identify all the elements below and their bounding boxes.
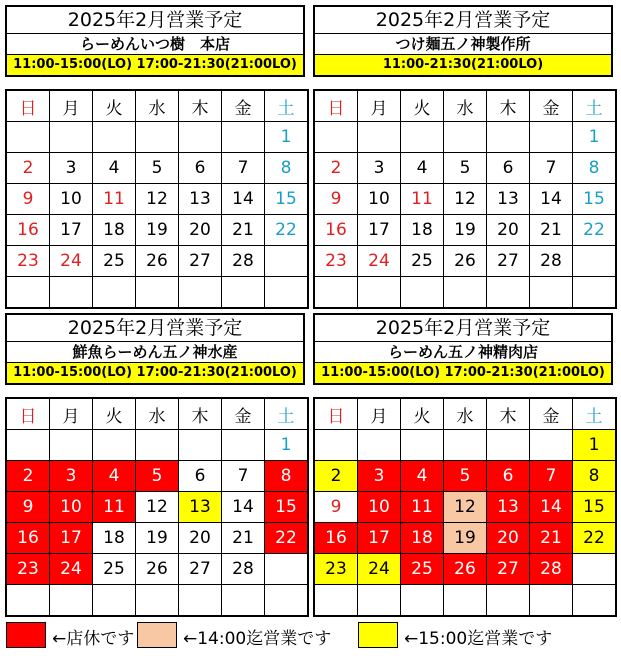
day-cell: 2 (314, 461, 358, 492)
day-cell: 21 (530, 215, 573, 246)
day-cell: 5 (444, 153, 487, 184)
business-hours: 11:00-21:30(21:00LO) (315, 55, 611, 75)
empty-cell (265, 246, 309, 277)
empty-cell (530, 122, 573, 153)
calendar-grid (5, 89, 309, 309)
empty-cell (358, 277, 401, 309)
business-hours: 11:00-15:00(LO) 17:00-21:30(21:00LO) (315, 363, 611, 383)
empty-cell (573, 277, 617, 309)
weekday-label: 日 (314, 398, 358, 430)
day-cell: 23 (6, 554, 50, 585)
day-cell: 17 (358, 523, 401, 554)
legend-label-until14: ←14:00迄営業です (183, 629, 332, 649)
empty-cell (573, 585, 617, 617)
weekday-label: 木 (179, 90, 222, 122)
legend-label-until15: ←15:00迄営業です (404, 629, 553, 649)
day-cell: 2 (314, 153, 358, 184)
week-row (314, 122, 616, 153)
empty-cell (93, 430, 136, 461)
day-cell: 22 (573, 215, 617, 246)
day-cell: 27 (179, 246, 222, 277)
weekday-label: 月 (50, 90, 93, 122)
day-cell: 25 (93, 246, 136, 277)
day-cell: 19 (444, 523, 487, 554)
day-cell: 23 (314, 554, 358, 585)
business-hours: 11:00-15:00(LO) 17:00-21:30(21:00LO) (7, 363, 303, 383)
day-cell: 28 (222, 554, 265, 585)
empty-cell (487, 585, 530, 617)
day-cell: 22 (573, 523, 617, 554)
day-cell: 16 (6, 215, 50, 246)
day-cell: 22 (265, 523, 309, 554)
day-cell: 13 (179, 184, 222, 215)
weekday-header-row (314, 398, 616, 430)
empty-cell (136, 585, 179, 617)
day-cell: 24 (50, 246, 93, 277)
weekday-label: 日 (6, 398, 50, 430)
empty-cell (222, 277, 265, 309)
day-cell: 7 (530, 153, 573, 184)
week-row (6, 554, 308, 585)
day-cell: 17 (358, 215, 401, 246)
calendar-panel-seinikuten (313, 313, 613, 579)
calendar-grid (313, 89, 617, 309)
day-cell: 13 (179, 492, 222, 523)
day-cell: 17 (50, 215, 93, 246)
empty-cell (487, 430, 530, 461)
day-cell: 1 (265, 430, 309, 461)
calendar-grid (5, 397, 309, 617)
weekday-label: 日 (6, 90, 50, 122)
empty-cell (265, 554, 309, 585)
empty-cell (179, 585, 222, 617)
empty-cell (6, 430, 50, 461)
day-cell: 20 (487, 523, 530, 554)
store-name: 鮮魚らーめん五ノ神水産 (7, 342, 303, 363)
empty-cell (93, 277, 136, 309)
day-cell: 24 (358, 554, 401, 585)
calendar-panel-itsuki-honten (5, 5, 305, 271)
day-cell: 5 (136, 461, 179, 492)
empty-cell (444, 122, 487, 153)
day-cell: 5 (444, 461, 487, 492)
empty-cell (358, 430, 401, 461)
day-cell: 26 (136, 246, 179, 277)
empty-cell (401, 277, 444, 309)
week-row (6, 492, 308, 523)
day-cell: 11 (93, 184, 136, 215)
panel-title: 2025年2月営業予定 (315, 315, 611, 342)
empty-cell (530, 430, 573, 461)
empty-cell (444, 585, 487, 617)
week-row (6, 523, 308, 554)
day-cell: 2 (6, 153, 50, 184)
week-row (314, 215, 616, 246)
week-row (314, 492, 616, 523)
day-cell: 15 (573, 492, 617, 523)
empty-cell (136, 277, 179, 309)
empty-cell (179, 277, 222, 309)
empty-cell (265, 277, 309, 309)
panel-header (5, 313, 305, 385)
empty-cell (50, 585, 93, 617)
empty-cell (222, 585, 265, 617)
weekday-label: 水 (444, 398, 487, 430)
week-row (6, 461, 308, 492)
day-cell: 19 (136, 215, 179, 246)
week-row (6, 585, 308, 617)
panel-title: 2025年2月営業予定 (315, 7, 611, 34)
empty-cell (50, 430, 93, 461)
calendar-grid (313, 397, 617, 617)
weekday-label: 水 (136, 90, 179, 122)
day-cell: 18 (401, 215, 444, 246)
day-cell: 13 (487, 492, 530, 523)
weekday-label: 土 (265, 398, 309, 430)
day-cell: 18 (401, 523, 444, 554)
day-cell: 13 (487, 184, 530, 215)
weekday-label: 土 (573, 90, 617, 122)
day-cell: 21 (222, 523, 265, 554)
day-cell: 4 (93, 153, 136, 184)
panel-header (5, 5, 305, 77)
calendar-panel-suisan (5, 313, 305, 579)
day-cell: 23 (6, 246, 50, 277)
day-cell: 7 (222, 461, 265, 492)
weekday-header-row (6, 90, 308, 122)
day-cell: 4 (401, 461, 444, 492)
day-cell: 8 (573, 461, 617, 492)
week-row (314, 430, 616, 461)
day-cell: 4 (401, 153, 444, 184)
day-cell: 6 (487, 153, 530, 184)
weekday-label: 土 (573, 398, 617, 430)
empty-cell (6, 277, 50, 309)
empty-cell (179, 430, 222, 461)
business-hours: 11:00-15:00(LO) 17:00-21:30(21:00LO) (7, 55, 303, 75)
day-cell: 10 (50, 184, 93, 215)
weekday-label: 月 (50, 398, 93, 430)
day-cell: 27 (487, 246, 530, 277)
day-cell: 28 (530, 246, 573, 277)
day-cell: 14 (530, 492, 573, 523)
store-name: らーめんいつ樹 本店 (7, 34, 303, 55)
day-cell: 3 (50, 153, 93, 184)
empty-cell (314, 430, 358, 461)
weekday-label: 火 (93, 90, 136, 122)
weekday-label: 金 (222, 398, 265, 430)
empty-cell (487, 277, 530, 309)
weekday-label: 金 (530, 90, 573, 122)
day-cell: 6 (179, 153, 222, 184)
store-name: らーめん五ノ神精肉店 (315, 342, 611, 363)
legend (0, 622, 621, 652)
weekday-label: 火 (93, 398, 136, 430)
day-cell: 3 (50, 461, 93, 492)
day-cell: 10 (358, 184, 401, 215)
day-cell: 8 (265, 153, 309, 184)
empty-cell (530, 277, 573, 309)
empty-cell (222, 122, 265, 153)
week-row (6, 215, 308, 246)
weekday-label: 日 (314, 90, 358, 122)
empty-cell (314, 277, 358, 309)
day-cell: 6 (179, 461, 222, 492)
empty-cell (573, 554, 617, 585)
day-cell: 11 (401, 184, 444, 215)
day-cell: 25 (401, 554, 444, 585)
empty-cell (444, 277, 487, 309)
day-cell: 1 (573, 430, 617, 461)
week-row (314, 523, 616, 554)
day-cell: 9 (314, 184, 358, 215)
week-row (6, 277, 308, 309)
empty-cell (401, 122, 444, 153)
day-cell: 3 (358, 461, 401, 492)
empty-cell (314, 585, 358, 617)
panel-header (313, 313, 613, 385)
weekday-header-row (6, 398, 308, 430)
weekday-label: 木 (487, 90, 530, 122)
day-cell: 25 (93, 554, 136, 585)
day-cell: 3 (358, 153, 401, 184)
day-cell: 25 (401, 246, 444, 277)
weekday-label: 火 (401, 398, 444, 430)
day-cell: 10 (50, 492, 93, 523)
panel-title: 2025年2月営業予定 (7, 7, 303, 34)
day-cell: 15 (265, 184, 309, 215)
empty-cell (93, 122, 136, 153)
day-cell: 28 (530, 554, 573, 585)
day-cell: 15 (573, 184, 617, 215)
day-cell: 15 (265, 492, 309, 523)
week-row (6, 153, 308, 184)
empty-cell (179, 122, 222, 153)
day-cell: 11 (401, 492, 444, 523)
day-cell: 21 (530, 523, 573, 554)
day-cell: 18 (93, 523, 136, 554)
day-cell: 14 (530, 184, 573, 215)
day-cell: 10 (358, 492, 401, 523)
day-cell: 16 (314, 215, 358, 246)
weekday-label: 木 (487, 398, 530, 430)
week-row (314, 461, 616, 492)
empty-cell (136, 122, 179, 153)
day-cell: 7 (530, 461, 573, 492)
day-cell: 11 (93, 492, 136, 523)
day-cell: 20 (487, 215, 530, 246)
day-cell: 1 (573, 122, 617, 153)
store-name: つけ麺五ノ神製作所 (315, 34, 611, 55)
day-cell: 19 (444, 215, 487, 246)
empty-cell (573, 246, 617, 277)
empty-cell (401, 585, 444, 617)
day-cell: 1 (265, 122, 309, 153)
day-cell: 27 (487, 554, 530, 585)
weekday-label: 水 (136, 398, 179, 430)
day-cell: 2 (6, 461, 50, 492)
weekday-header-row (314, 90, 616, 122)
empty-cell (136, 430, 179, 461)
day-cell: 12 (136, 184, 179, 215)
day-cell: 26 (136, 554, 179, 585)
day-cell: 19 (136, 523, 179, 554)
day-cell: 24 (358, 246, 401, 277)
day-cell: 14 (222, 184, 265, 215)
empty-cell (6, 585, 50, 617)
empty-cell (265, 585, 309, 617)
day-cell: 14 (222, 492, 265, 523)
day-cell: 26 (444, 246, 487, 277)
weekday-label: 木 (179, 398, 222, 430)
empty-cell (6, 122, 50, 153)
week-row (314, 184, 616, 215)
week-row (6, 122, 308, 153)
day-cell: 23 (314, 246, 358, 277)
week-row (314, 585, 616, 617)
day-cell: 4 (93, 461, 136, 492)
day-cell: 28 (222, 246, 265, 277)
day-cell: 5 (136, 153, 179, 184)
weekday-label: 金 (530, 398, 573, 430)
legend-swatch-until15 (358, 622, 398, 648)
day-cell: 20 (179, 523, 222, 554)
weekday-label: 土 (265, 90, 309, 122)
day-cell: 12 (444, 184, 487, 215)
empty-cell (314, 122, 358, 153)
week-row (314, 277, 616, 309)
empty-cell (401, 430, 444, 461)
empty-cell (530, 585, 573, 617)
legend-swatch-until14 (137, 622, 177, 648)
weekday-label: 月 (358, 90, 401, 122)
empty-cell (93, 585, 136, 617)
panel-title: 2025年2月営業予定 (7, 315, 303, 342)
day-cell: 8 (573, 153, 617, 184)
weekday-label: 火 (401, 90, 444, 122)
week-row (6, 184, 308, 215)
day-cell: 9 (314, 492, 358, 523)
empty-cell (50, 277, 93, 309)
weekday-label: 月 (358, 398, 401, 430)
day-cell: 8 (265, 461, 309, 492)
empty-cell (358, 585, 401, 617)
empty-cell (358, 122, 401, 153)
empty-cell (222, 430, 265, 461)
day-cell: 24 (50, 554, 93, 585)
day-cell: 9 (6, 492, 50, 523)
legend-label-closed: ←店休です (52, 629, 135, 649)
day-cell: 21 (222, 215, 265, 246)
week-row (314, 554, 616, 585)
panel-header (313, 5, 613, 77)
empty-cell (50, 122, 93, 153)
week-row (6, 430, 308, 461)
day-cell: 26 (444, 554, 487, 585)
day-cell: 12 (444, 492, 487, 523)
week-row (314, 153, 616, 184)
day-cell: 17 (50, 523, 93, 554)
week-row (314, 246, 616, 277)
day-cell: 20 (179, 215, 222, 246)
day-cell: 16 (314, 523, 358, 554)
week-row (6, 246, 308, 277)
day-cell: 18 (93, 215, 136, 246)
day-cell: 16 (6, 523, 50, 554)
weekday-label: 水 (444, 90, 487, 122)
calendar-panel-tsukemen-seisakusho (313, 5, 613, 271)
day-cell: 6 (487, 461, 530, 492)
day-cell: 12 (136, 492, 179, 523)
empty-cell (487, 122, 530, 153)
day-cell: 7 (222, 153, 265, 184)
empty-cell (444, 430, 487, 461)
day-cell: 9 (6, 184, 50, 215)
legend-swatch-closed (6, 622, 46, 648)
weekday-label: 金 (222, 90, 265, 122)
day-cell: 27 (179, 554, 222, 585)
day-cell: 22 (265, 215, 309, 246)
